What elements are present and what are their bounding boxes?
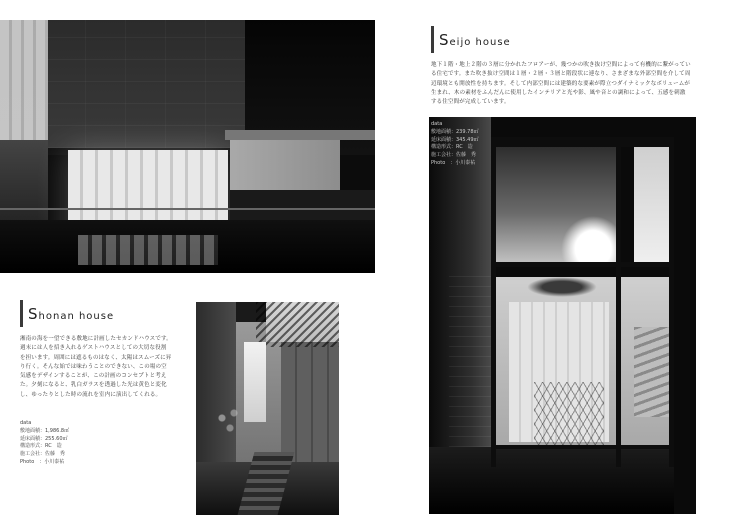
seijo-description: 地下１階・地上２階の３層に分かれたフロアーが、幾つかの吹き抜け空間によって有機的に繋がっている住宅です。また吹き抜け空間は１層・２層・３層と階段状に連なり、さまざまな外部空間を介して周辺環境とも開放性を持ちます。そして内部空間には建築的な要素が際立つダイナミックなボリュームが生まれ、木の素材をふんだんに使用したインテリアと光や影、風や音との調和によって、五感を刺激する住空間が完成しています。 <box>431 62 691 106</box>
contractor: 施工会社：佐藤 秀 <box>431 152 477 159</box>
contractor: 施工会社：佐藤 秀 <box>20 451 66 458</box>
site-area: 敷地面積：239.78㎡ <box>431 128 479 135</box>
shonan-heading <box>20 300 114 327</box>
shonan-data-table <box>20 420 120 467</box>
shonan-interior-photo <box>196 302 339 515</box>
shonan-exterior-photo <box>0 20 375 273</box>
heading-bar <box>431 26 434 53</box>
data-label: data <box>20 420 32 426</box>
floor-area: 延床面積：345.49㎡ <box>431 136 479 143</box>
structure: 構造形式：RC 造 <box>20 443 62 450</box>
structure: 構造形式：RC 造 <box>431 144 473 151</box>
seijo-heading <box>431 26 511 53</box>
seijo-house-photo <box>429 117 696 514</box>
data-label: data <box>431 121 443 127</box>
floor-area: 延床面積：255.60㎡ <box>20 435 68 442</box>
heading-bar <box>20 300 23 327</box>
seijo-title: Seijo house <box>439 30 511 49</box>
shonan-description: 湘南の海を一望できる敷地に計画したセカンドハウスです。週末には人を招き入れるゲストハウスとしての大切な役割を担います。周囲には遮るものはなく、太陽はスムーズに昇り行く。そんな始では味わうことのできない、この場の空気感をデザインすることが、この計画のコンセプトと考えた。夕刻になると、乳白ガラスを透過した光は黄色と変化し、ゆったりとした時の流れを室内に演出してくれる。 <box>20 336 172 398</box>
photo-credit: Photo ：小川泰祐 <box>431 159 476 166</box>
seijo-data-table <box>431 121 521 168</box>
shonan-title: Shonan house <box>28 304 115 323</box>
photo-credit: Photo ：小川泰祐 <box>20 458 65 465</box>
site-area: 敷地面積：1,986.8㎡ <box>20 427 70 434</box>
